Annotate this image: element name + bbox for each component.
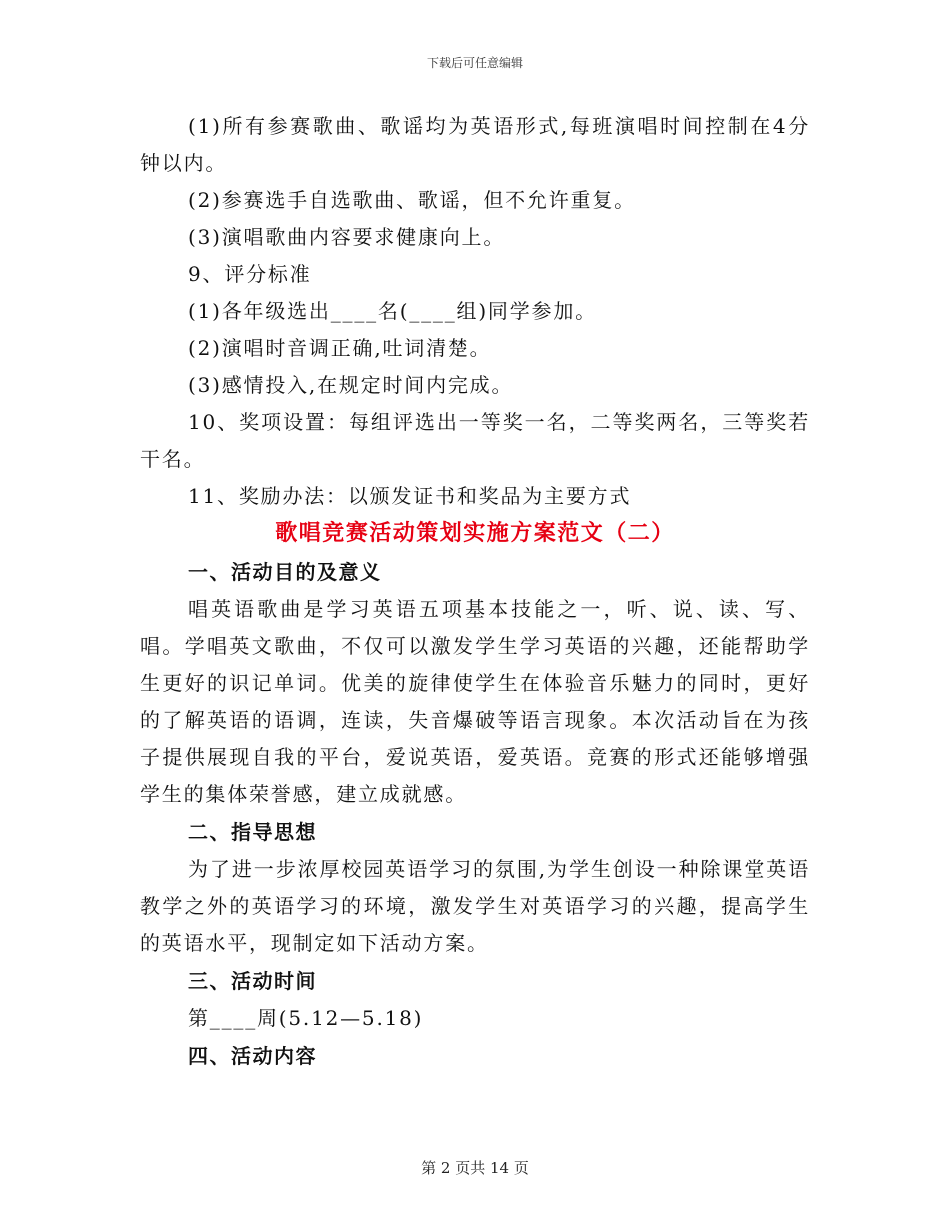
section-heading: 一、活动目的及意义 [188,560,382,584]
page-footer: 第 2 页共 14 页 [421,1159,529,1177]
rule-item: (1)所有参赛歌曲、歌谣均为英语形式,每班演唱时间控制在4分钟以内。 [140,114,810,175]
paragraph: 为了进一步浓厚校园英语学习的氛围,为学生创设一种除课堂英语教学之外的英语学习的环境，激发学生对英语学习的兴趣，提高学生的英语水平，现制定如下活动方案。 [140,857,810,955]
rule-item: (3)演唱歌曲内容要求健康向上。 [188,225,506,249]
section-number-heading: 9、评分标准 [188,262,312,286]
document-body [140,108,810,1075]
page-header: 下载后可任意编辑 [426,56,523,70]
rule-item: (1)各年级选出____名(____组)同学参加。 [188,299,597,323]
award-settings: 10、奖项设置：每组评选出一等奖一名，二等奖两名，三等奖若干名。 [140,410,810,471]
section1 [140,108,810,515]
document-title: 歌唱竞赛活动策划实施方案范文（二） [275,521,675,546]
section-heading: 三、活动时间 [188,969,317,993]
award-method: 11、奖励办法：以颁发证书和奖品为主要方式 [188,484,632,508]
rule-item: (2)参赛选手自选歌曲、歌谣，但不允许重复。 [188,188,636,212]
paragraph: 第____周(5.12—5.18) [188,1006,424,1030]
section-heading: 二、指导思想 [188,820,317,844]
paragraph: 唱英语歌曲是学习英语五项基本技能之一，听、说、读、写、唱。学唱英文歌曲，不仅可以激发学生学习英语的兴趣，还能帮助学生更好的识记单词。优美的旋律使学生在体验音乐魅力的同时，更好的了解英语的语调，连读，失音爆破等语言现象。本次活动旨在为孩子提供展现自我的平台，爱说英语，爱英语。竞赛的形式还能够增强学生的集体荣誉感，建立成就感。 [140,597,810,806]
rule-item: (3)感情投入,在规定时间内完成。 [188,373,514,397]
section-heading: 四、活动内容 [188,1044,317,1068]
rule-item: (2)演唱时音调正确,吐词清楚。 [188,336,492,360]
